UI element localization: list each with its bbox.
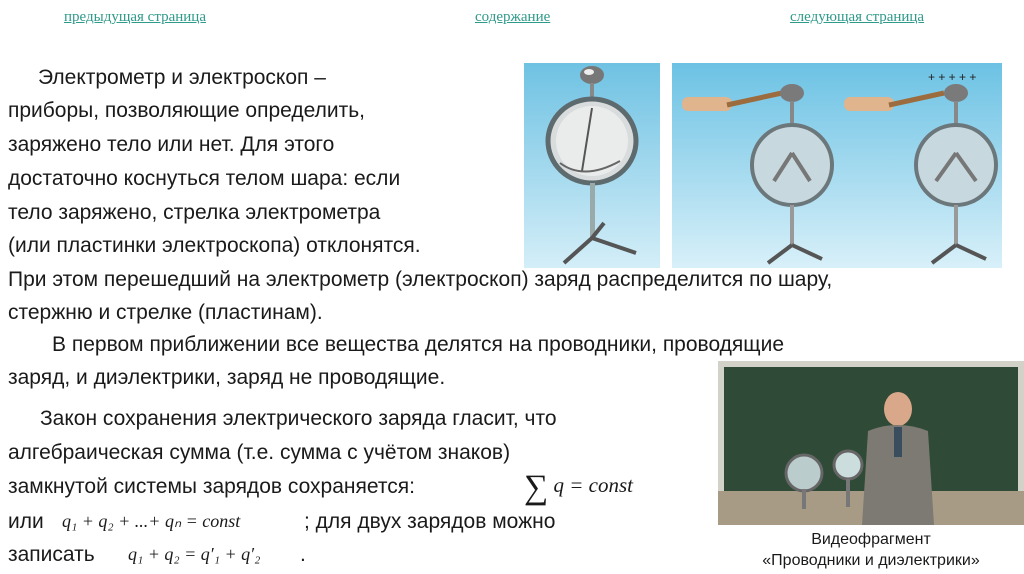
video-caption-title: Видеофрагмент <box>811 531 931 548</box>
formula-sum-n: q₁ + q₂ + ...+ qₙ = const <box>62 511 241 531</box>
text-line: стержню и стрелке (пластинам). <box>8 301 323 324</box>
text-line: алгебраическая сумма (т.е. сумма с учётом знаков) <box>8 441 511 464</box>
electroscopes-image <box>672 63 1002 268</box>
text-line: достаточно коснуться телом шара: если <box>8 167 401 190</box>
text-line: замкнутой системы зарядов сохраняется: <box>8 475 415 498</box>
text-line: При этом перешедший на электрометр (электроскоп) заряд распределится по шару, <box>8 268 833 291</box>
video-caption-subtitle: «Проводники и диэлектрики» <box>762 552 980 569</box>
text-line: . <box>300 543 306 566</box>
electrometer-image <box>524 63 660 268</box>
text-line: тело заряжено, стрелка электрометра <box>8 201 381 224</box>
text-line: записать <box>8 543 95 566</box>
text-line: приборы, позволяющие определить, <box>8 99 365 122</box>
text-line: Электрометр и электроскоп – <box>38 66 326 89</box>
formula-sum-text: q = const <box>553 473 633 497</box>
text-line: В первом приближении все вещества делятся на проводники, проводящие <box>52 333 784 356</box>
text-line: заряжено тело или нет. Для этого <box>8 133 335 156</box>
text-line: или <box>8 510 44 533</box>
sum-symbol: ∑ <box>524 469 549 506</box>
formula-sum <box>524 468 633 505</box>
nav-next-link[interactable]: следующая страница <box>790 9 925 25</box>
text-line: Закон сохранения электрического заряда гласит, что <box>40 407 557 430</box>
svg-text:+ + + + +: + + + + + <box>928 70 977 84</box>
video-thumbnail[interactable] <box>718 361 1024 525</box>
formula-two-charges: q₁ + q₂ = q′₁ + q′₂ <box>128 544 261 564</box>
nav-prev-link[interactable]: предыдущая страница <box>64 9 206 25</box>
nav-contents-link[interactable]: содержание <box>475 9 551 25</box>
text-line: заряд, и диэлектрики, заряд не проводящие. <box>8 366 446 389</box>
text-line: (или пластинки электроскопа) отклонятся. <box>8 234 421 257</box>
text-line: ; для двух зарядов можно <box>304 510 556 533</box>
